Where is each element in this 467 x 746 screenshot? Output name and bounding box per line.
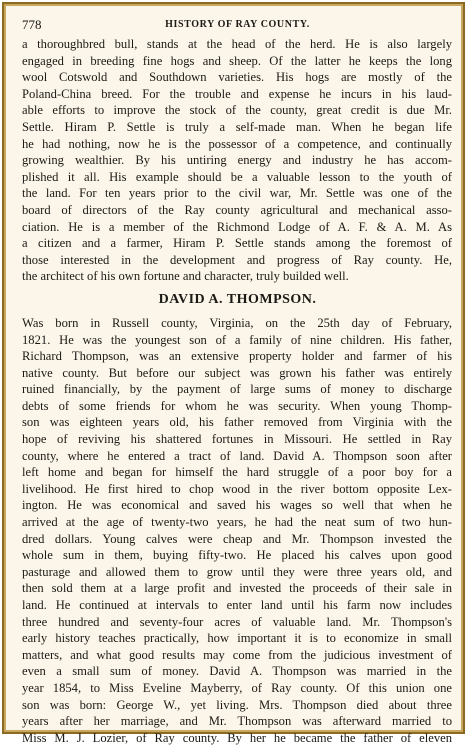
paragraph-thompson [14,315,461,746]
paragraph-settle [14,36,461,285]
text-line: those interested in the development and progress of Ray county. He, [22,252,452,267]
text-line: engaged in breeding fine hogs and sheep. Of the latter he keeps the long [22,53,452,68]
text-line: Poland-China breed. For the trouble and expense he incurs in his laud- [22,86,452,101]
text-line: Miss M. J. Lozier, of Ray county. By her he became the father of eleven [22,730,452,745]
text-line: matters, and what good results may come from the judicious investment of [22,647,452,662]
text-line: early history teaches practically, how important it is to economize in small [22,631,452,646]
text-line: Richard Thompson, was an extensive property holder and farmer of his [22,349,452,364]
text-line: he had nothing, now he is the possessor of a competence, and continually [22,136,452,151]
text-line: son was eighteen years old, his father removed from Virginia with the [22,415,452,430]
text-line: three hundred and seventy-four acres of valuable land. Mr. Thompson's [22,614,452,629]
text-line: land. He continued at intervals to enter land until his farm now includes [22,598,452,612]
text-line: growing wealthier. By his untiring energy and industry he has accom- [22,153,452,168]
book-page [14,14,461,745]
text-line: 1821. He was the youngest son of a family of nine children. His father, [22,332,452,347]
page-number: 778 [22,17,42,32]
text-line: pasturage and allowed them to grow until they were three years old, and [22,564,452,579]
text-line: the land. For ten years prior to the civil war, Mr. Settle was one of the [22,186,452,201]
text-line: county, where he entered a tract of land. David A. Thompson soon after [22,448,452,463]
running-title: HISTORY OF RAY COUNTY. [165,19,310,30]
text-line: even a small sum of money. David A. Thompson was married in the [22,664,452,679]
text-line: then sold them at a large profit and invested the proceeds of their sale in [22,581,452,596]
page-frame [2,2,465,745]
text-line: ington. He was economical and saved his wages so well that when he [22,498,452,513]
text-line: plished it all. His example should be a valuable lesson to the youth of [22,169,452,184]
text-line: left home and began for himself the hard struggle of a poor boy for a [22,465,452,480]
text-line: Settle. Hiram P. Settle is truly a self-made man. When he began life [22,119,452,134]
text-line: hope of reviving his shattered fortunes in Missouri. He settled in Ray [22,432,452,447]
text-line: able efforts to improve the stock of the county, great credit is due Mr. [22,103,452,118]
page-header [14,14,461,36]
text-line: arrived at the age of twenty-two years, he had the neat sum of two hun- [22,515,452,530]
text-line: livelihood. He first hired to chop wood in the river bottom opposite Lex- [22,481,452,496]
text-line: Was born in Russell county, Virginia, on the 25th day of February, [22,315,452,330]
text-line: son was born: George W., yet living. Mrs. Thompson died about three [22,697,452,712]
text-line: dred dollars. Young calves were cheap and Mr. Thompson invested the [22,531,452,546]
text-line: years after her marriage, and Mr. Thompson was afterward married to [22,714,452,729]
text-line: a citizen and a farmer, Hiram P. Settle stands among the foremost of [22,236,452,251]
text-line: wool Cotswold and Southdown varieties. His hogs are mostly of the [22,70,452,85]
text-line: a thoroughbred bull, stands at the head of the herd. He is also largely [22,37,452,51]
section-heading: DAVID A. THOMPSON. [158,291,317,307]
text-line: whole sum in them, buying fifty-two. He placed his calves upon good [22,548,452,563]
text-line: the architect of his own fortune and character, truly builded well. [22,269,349,284]
text-line: debts of some friends for whom he was security. When young Thomp- [22,398,452,413]
text-line: native county. But before our subject was grown his father was entirely [22,365,452,380]
text-line: ruined financially, by the payment of large sums of money to discharge [22,382,452,397]
text-line: year 1854, to Miss Eveline Mayberry, of Ray county. Of this union one [22,680,452,695]
text-line: board of directors of the Ray county agricultural and mechanical asso- [22,202,452,217]
text-line: ciation. He is a member of the Richmond Lodge of A. F. & A. M. As [22,219,452,234]
